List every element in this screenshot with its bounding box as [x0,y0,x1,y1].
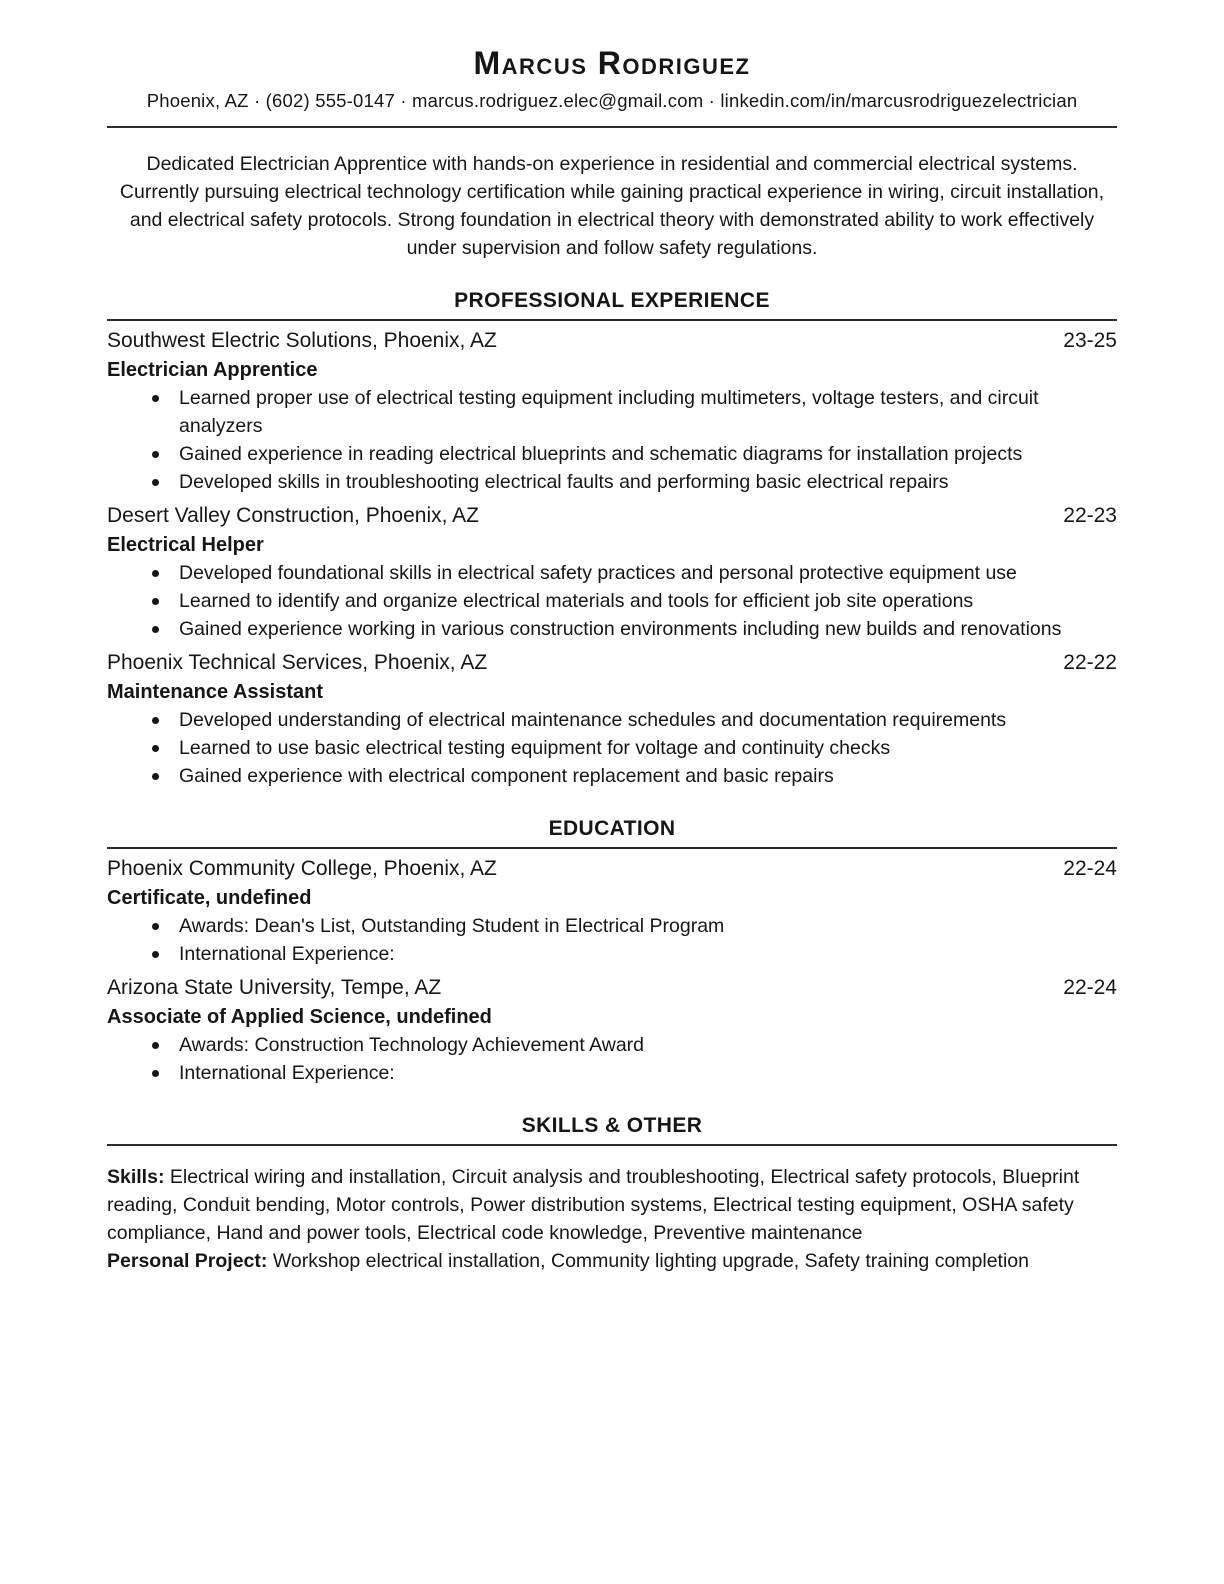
bullet-item: Awards: Construction Technology Achievement Award [107,1031,1117,1059]
degree-title: Certificate, undefined [107,887,312,909]
bullet-list [107,559,1117,643]
bullet-item: Gained experience in reading electrical blueprints and schematic diagrams for installation projects [107,440,1117,468]
skills-text: Electrical wiring and installation, Circuit analysis and troubleshooting, Electrical safety protocols, Blueprint reading, Conduit bending, Motor controls, Power distribution systems, Electrical testing equipment, OSHA safety compliance, Hand and power tools, Electrical code knowledge, Preventive maintenance [107,1166,1080,1244]
section-title-experience: PROFESSIONAL EXPERIENCE [107,289,1117,321]
skills-block [107,1163,1117,1275]
date-range: 22-24 [1063,857,1117,880]
job-title: Electrical Helper [107,534,264,556]
bullet-list [107,706,1117,790]
date-range: 22-23 [1063,504,1117,527]
skills-line [107,1163,1117,1247]
company-name: Southwest Electric Solutions, Phoenix, AZ [107,329,497,352]
degree-title: Associate of Applied Science, undefined [107,1006,492,1028]
education-entry [107,854,1117,968]
header-divider [107,126,1117,128]
education-header [107,973,1117,1003]
section-title-skills: SKILLS & OTHER [107,1114,1117,1146]
job-title: Electrician Apprentice [107,359,318,381]
bullet-item: Learned proper use of electrical testing equipment including multimeters, voltage testers, and circuit analyzers [107,384,1117,440]
school-name: Arizona State University, Tempe, AZ [107,976,442,999]
bullet-item: Developed skills in troubleshooting electrical faults and performing basic electrical repairs [107,468,1117,496]
bullet-item: Learned to identify and organize electrical materials and tools for efficient job site operations [107,587,1117,615]
job-entry [107,648,1117,790]
job-entry [107,501,1117,643]
job-header [107,501,1117,531]
summary-paragraph: Dedicated Electrician Apprentice with hands-on experience in residential and commercial electrical systems. Currently pursuing electrical technology certification while gaining practical experience in wiring, circuit installation, and electrical safety protocols. Strong foundation in electrical theory with demonstrated ability to work effectively under supervision and follow safety regulations. [119,153,1105,259]
personal-project-text: Workshop electrical installation, Community lighting upgrade, Safety training completion [272,1250,1029,1272]
education-entry [107,973,1117,1087]
job-entry [107,326,1117,496]
bullet-list [107,912,1117,968]
bullet-item: Developed foundational skills in electrical safety practices and personal protective equipment use [107,559,1117,587]
job-header [107,648,1117,678]
bullet-item: Developed understanding of electrical maintenance schedules and documentation requirements [107,706,1117,734]
candidate-name: Marcus Rodriguez [473,45,751,81]
bullet-list [107,1031,1117,1087]
bullet-list [107,384,1117,496]
contact-line: Phoenix, AZ · (602) 555-0147 · marcus.rodriguez.elec@gmail.com · linkedin.com/in/marcusrodriguezelectrician [146,90,1078,111]
company-name: Phoenix Technical Services, Phoenix, AZ [107,651,488,674]
personal-project-line [107,1247,1117,1275]
bullet-item: Awards: Dean's List, Outstanding Student in Electrical Program [107,912,1117,940]
company-name: Desert Valley Construction, Phoenix, AZ [107,504,479,527]
section-experience [107,289,1117,790]
job-title: Maintenance Assistant [107,681,323,703]
education-header [107,854,1117,884]
section-education [107,817,1117,1087]
date-range: 23-25 [1063,329,1117,352]
date-range: 22-22 [1063,651,1117,674]
bullet-item: International Experience: [107,940,1117,968]
skills-label: Skills: [107,1166,165,1188]
section-skills [107,1114,1117,1275]
bullet-item: Gained experience with electrical component replacement and basic repairs [107,762,1117,790]
job-header [107,326,1117,356]
resume-header [107,44,1117,128]
personal-project-label: Personal Project: [107,1250,268,1272]
date-range: 22-24 [1063,976,1117,999]
bullet-item: Gained experience working in various construction environments including new builds and renovations [107,615,1117,643]
bullet-item: Learned to use basic electrical testing equipment for voltage and continuity checks [107,734,1117,762]
bullet-item: International Experience: [107,1059,1117,1087]
school-name: Phoenix Community College, Phoenix, AZ [107,857,497,880]
section-title-education: EDUCATION [107,817,1117,849]
